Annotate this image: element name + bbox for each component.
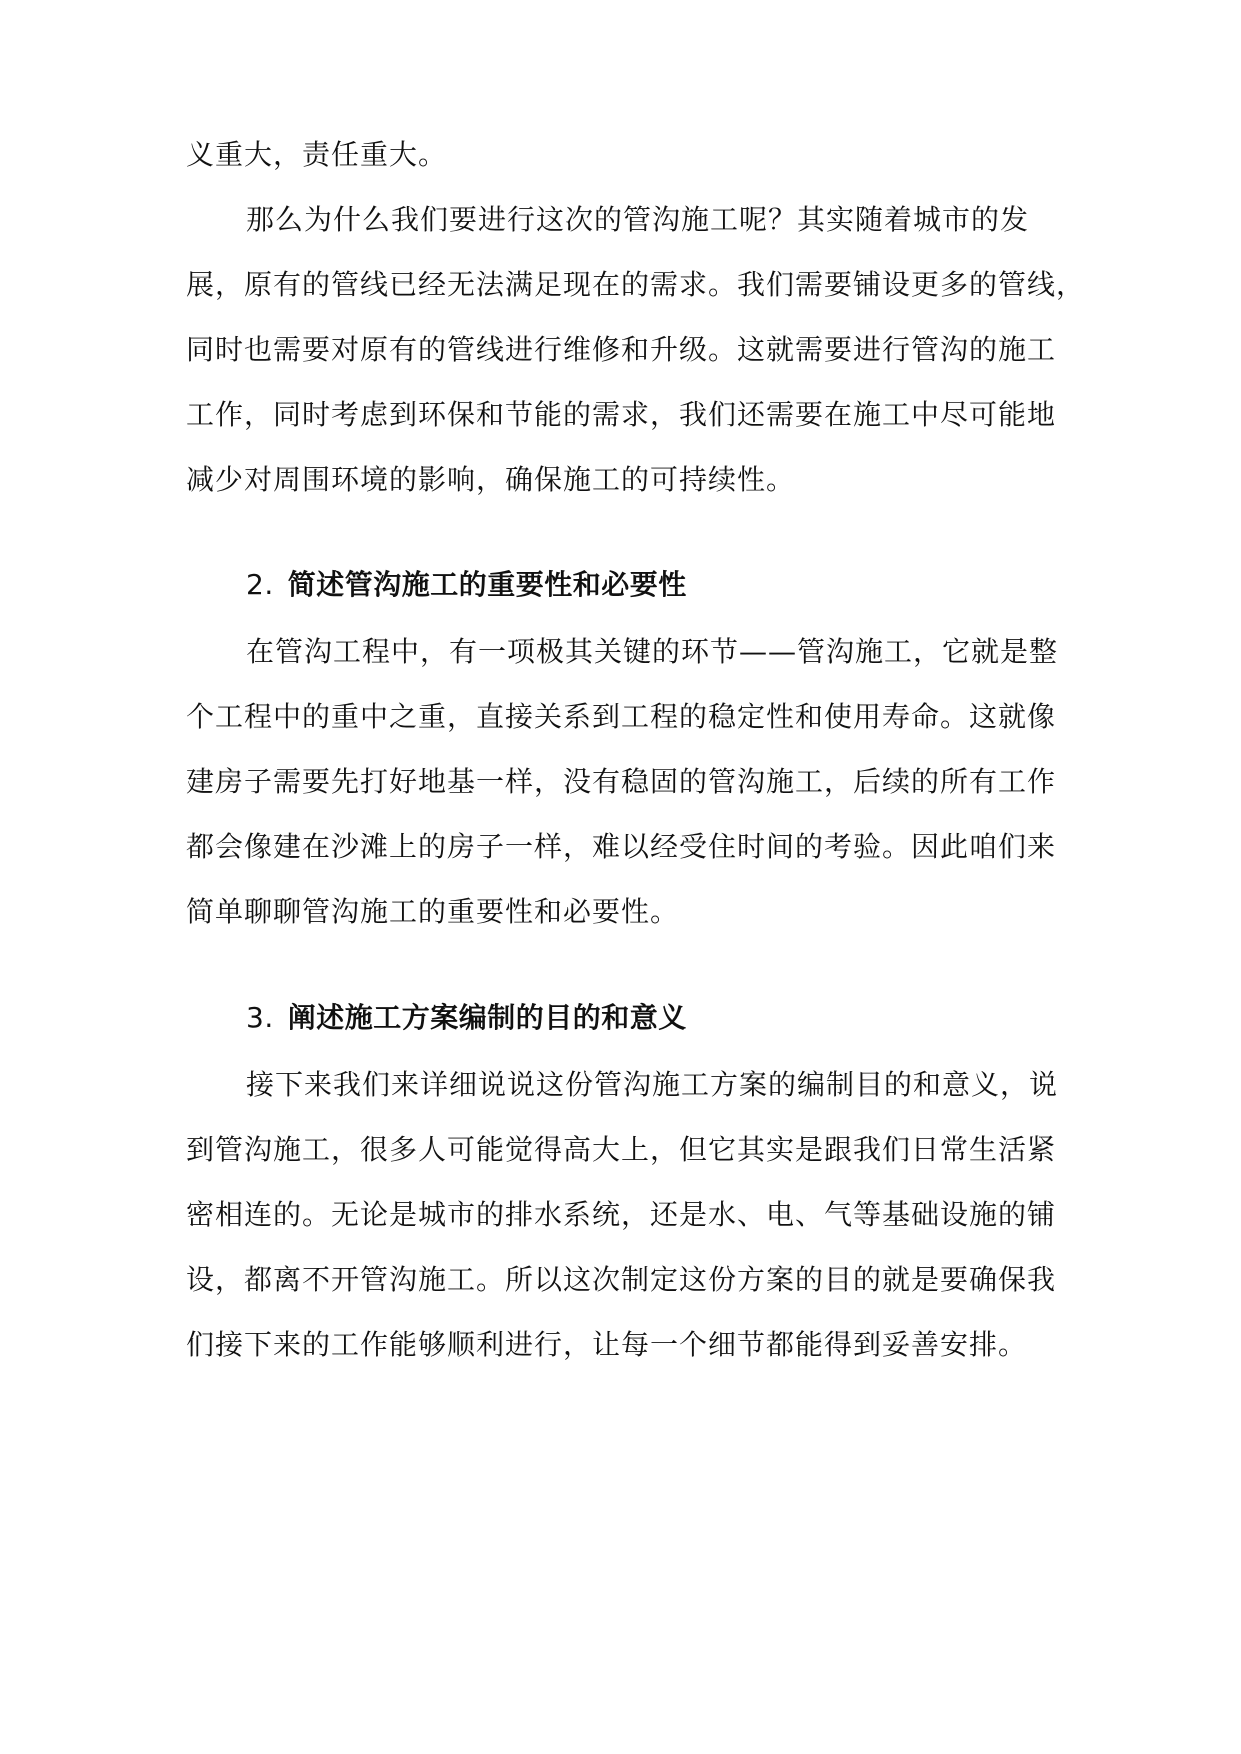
paragraph-line: 减少对周围环境的影响，确保施工的可持续性。 [186,463,796,496]
paragraph-line: 展，原有的管线已经无法满足现在的需求。我们需要铺设更多的管线， [186,268,1086,301]
paragraph-line: 们接下来的工作能够顺利进行，让每一个细节都能得到妥善安排。 [186,1328,1028,1361]
section-heading [246,565,687,605]
section-title: 简述管沟施工的重要性和必要性 [287,568,687,601]
section-number: 3. [246,1001,274,1034]
paragraph-line: 密相连的。无论是城市的排水系统，还是水、电、气等基础设施的铺 [186,1198,1057,1231]
paragraph-line: 接下来我们来详细说说这份管沟施工方案的编制目的和意义，说 [246,1068,1059,1101]
paragraph-line: 都会像建在沙滩上的房子一样，难以经受住时间的考验。因此咱们来 [186,830,1057,863]
paragraph-line: 工作，同时考虑到环保和节能的需求，我们还需要在施工中尽可能地 [186,398,1057,431]
paragraph-line: 到管沟施工，很多人可能觉得高大上，但它其实是跟我们日常生活紧 [186,1133,1057,1166]
section-number: 2. [246,568,274,601]
paragraph-line: 那么为什么我们要进行这次的管沟施工呢？其实随着城市的发 [246,203,1030,236]
paragraph-line: 在管沟工程中，有一项极其关键的环节——管沟施工，它就是整 [246,635,1059,668]
paragraph-line: 同时也需要对原有的管线进行维修和升级。这就需要进行管沟的施工 [186,333,1057,366]
paragraph-line: 建房子需要先打好地基一样，没有稳固的管沟施工，后续的所有工作 [186,765,1057,798]
section-title: 阐述施工方案编制的目的和意义 [287,1001,687,1034]
section-heading [246,998,687,1038]
paragraph-line: 设，都离不开管沟施工。所以这次制定这份方案的目的就是要确保我 [186,1263,1057,1296]
paragraph-line: 个工程中的重中之重，直接关系到工程的稳定性和使用寿命。这就像 [186,700,1057,733]
paragraph-line: 义重大，责任重大。 [186,138,448,171]
paragraph-line: 简单聊聊管沟施工的重要性和必要性。 [186,895,680,928]
